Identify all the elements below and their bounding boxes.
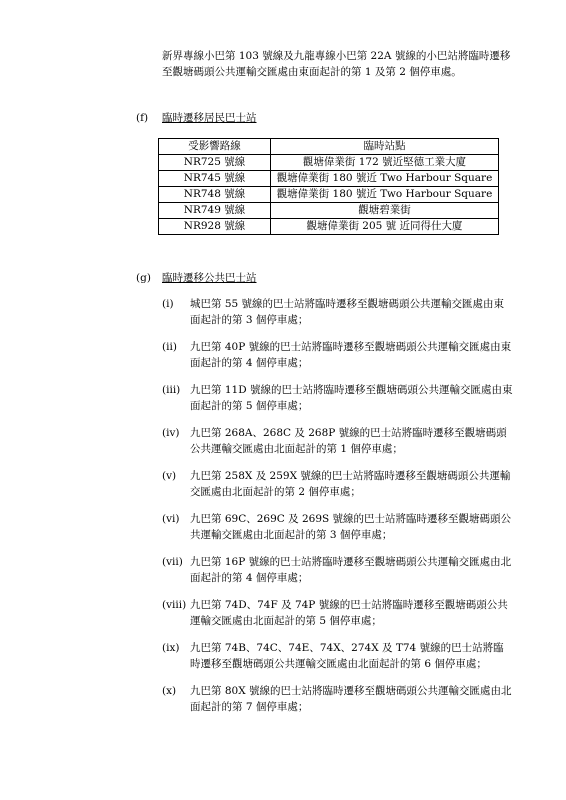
resident-bus-route-table <box>158 138 499 235</box>
item-text: 九巴第 268A、268C 及 268P 號線的巴士站將臨時遷移至觀塘碼頭公共運輸交匯處由北面起計的第 1 個停車處； <box>190 427 507 455</box>
route-cell: NR725 號線 <box>159 155 271 171</box>
item-text: 九巴第 11D 號線的巴士站將臨時遷移至觀塘碼頭公共運輸交匯處由東面起計的第 5 個停車處； <box>190 384 513 412</box>
item-text: 九巴第 69C、269C 及 269S 號線的巴士站將臨時遷移至觀塘碼頭公共運輸交匯處由北面起計的第 3 個停車處； <box>190 513 512 541</box>
route-cell: NR745 號線 <box>159 171 271 187</box>
stop-cell: 觀塘偉業街 180 號近 Two Harbour Square <box>271 171 499 187</box>
public-bus-stop-list <box>162 296 514 715</box>
item-number: (i) <box>162 298 174 310</box>
section-f-title: 臨時遷移居民巴士站 <box>162 112 257 124</box>
item-text: 九巴第 40P 號線的巴士站將臨時遷移至觀塘碼頭公共運輸交匯處由東面起計的第 4 個停車處； <box>190 341 512 369</box>
item-number: (vii) <box>162 556 183 568</box>
list-item <box>162 468 514 500</box>
item-text: 九巴第 258X 及 259X 號線的巴士站將臨時遷移至觀塘碼頭公共運輸交匯處由北面起計的第 2 個停車處； <box>190 470 511 498</box>
header-affected-route: 受影響路線 <box>159 139 271 155</box>
item-number: (ii) <box>162 341 177 353</box>
list-item <box>162 511 514 543</box>
list-item <box>162 425 514 457</box>
list-item <box>162 296 514 328</box>
item-number: (viii) <box>162 599 187 611</box>
item-text: 九巴第 16P 號線的巴士站將臨時遷移至觀塘碼頭公共運輸交匯處由北面起計的第 4 個停車處； <box>190 556 512 584</box>
item-number: (iv) <box>162 427 180 439</box>
table-row <box>159 187 499 203</box>
list-item <box>162 339 514 371</box>
section-f-marker: (f) <box>136 112 149 124</box>
item-number: (v) <box>162 470 177 482</box>
table-header-row <box>159 139 499 155</box>
table-row <box>159 219 499 235</box>
stop-cell: 觀塘碧業街 <box>271 203 499 219</box>
stop-cell: 觀塘偉業街 172 號近堅德工業大廈 <box>271 155 499 171</box>
item-number: (ix) <box>162 642 180 654</box>
item-text: 九巴第 74B、74C、74E、74X、274X 及 T74 號線的巴士站將臨時遷移至觀塘碼頭公共運輸交匯處由北面起計的第 6 個停車處； <box>190 642 504 670</box>
stop-cell: 觀塘偉業街 180 號近 Two Harbour Square <box>271 187 499 203</box>
list-item <box>162 554 514 586</box>
header-temporary-stop: 臨時站點 <box>271 139 499 155</box>
route-cell: NR748 號線 <box>159 187 271 203</box>
route-cell: NR749 號線 <box>159 203 271 219</box>
table-row <box>159 171 499 187</box>
list-item <box>162 683 514 715</box>
list-item <box>162 597 514 629</box>
section-g-marker: (g) <box>136 272 151 284</box>
list-item <box>162 382 514 414</box>
list-item <box>162 640 514 672</box>
stop-cell: 觀塘偉業街 205 號 近同得仕大廈 <box>271 219 499 235</box>
item-number: (x) <box>162 685 177 697</box>
intro-paragraph: 新界專線小巴第 103 號線及九龍專線小巴第 22A 號線的小巴站將臨時遷移至觀塘碼頭公共運輸交匯處由東面起計的第 1 及第 2 個停車處。 <box>162 50 511 78</box>
table-row <box>159 155 499 171</box>
table-row <box>159 203 499 219</box>
item-text: 九巴第 80X 號線的巴士站將臨時遷移至觀塘碼頭公共運輸交匯處由北面起計的第 7 個停車處； <box>190 685 512 713</box>
item-number: (iii) <box>162 384 181 396</box>
item-text: 九巴第 74D、74F 及 74P 號線的巴士站將臨時遷移至觀塘碼頭公共運輸交匯處由北面起計的第 5 個停車處； <box>190 599 508 627</box>
route-cell: NR928 號線 <box>159 219 271 235</box>
section-g-title: 臨時遷移公共巴士站 <box>162 272 257 284</box>
item-number: (vi) <box>162 513 180 525</box>
item-text: 城巴第 55 號線的巴士站將臨時遷移至觀塘碼頭公共運輸交匯處由東面起計的第 3 個停車處； <box>190 298 505 326</box>
